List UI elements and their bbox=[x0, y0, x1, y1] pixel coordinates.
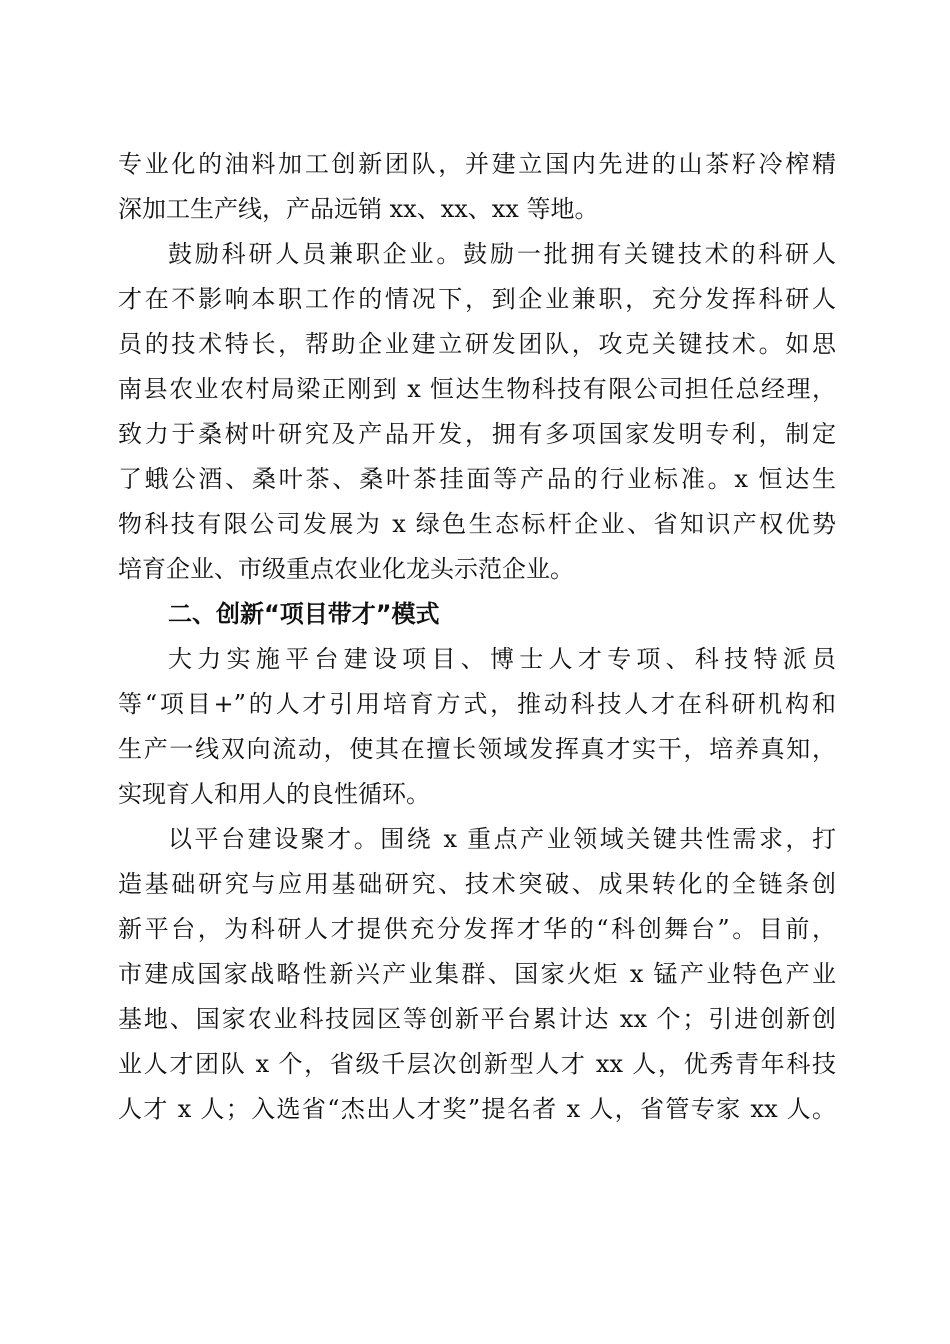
body-line: 物科技有限公司发展为 x 绿色生态标杆企业、省知识产权优势 bbox=[118, 510, 836, 538]
body-line: 业人才团队 x 个，省级千层次创新型人才 xx 人，优秀青年科技 bbox=[118, 1050, 836, 1078]
body-line: 专业化的油料加工创新团队，并建立国内先进的山茶籽冷榨精 bbox=[118, 150, 836, 178]
body-line: 基地、国家农业科技园区等创新平台累计达 xx 个；引进创新创 bbox=[118, 1005, 836, 1033]
section-heading: 二、创新“项目带才”模式 bbox=[168, 600, 440, 628]
body-line: 新平台，为科研人才提供充分发挥才华的“科创舞台”。目前， bbox=[118, 915, 836, 943]
document-body bbox=[118, 142, 836, 1132]
paragraph-first-line: 以平台建设聚才。围绕 x 重点产业领域关键共性需求，打 bbox=[168, 825, 836, 853]
body-line: 造基础研究与应用基础研究、技术突破、成果转化的全链条创 bbox=[118, 870, 836, 898]
body-line: 实现育人和用人的良性循环。 bbox=[118, 780, 430, 808]
body-line: 才在不影响本职工作的情况下，到企业兼职，充分发挥科研人 bbox=[118, 285, 836, 313]
body-line: 人才 x 人；入选省“杰出人才奖”提名者 x 人，省管专家 xx 人。 bbox=[118, 1095, 836, 1123]
paragraph-first-line: 大力实施平台建设项目、博士人才专项、科技特派员 bbox=[168, 645, 836, 673]
body-line: 致力于桑树叶研究及产品开发，拥有多项国家发明专利，制定 bbox=[118, 420, 836, 448]
body-line: 市建成国家战略性新兴产业集群、国家火炬 x 锰产业特色产业 bbox=[118, 960, 836, 988]
paragraph-first-line: 鼓励科研人员兼职企业。鼓励一批拥有关键技术的科研人 bbox=[168, 240, 836, 268]
body-line: 培育企业、市级重点农业化龙头示范企业。 bbox=[118, 555, 574, 583]
body-line: 了蛾公酒、桑叶茶、桑叶茶挂面等产品的行业标准。x 恒达生 bbox=[118, 465, 836, 493]
body-line: 南县农业农村局梁正刚到 x 恒达生物科技有限公司担任总经理， bbox=[118, 375, 836, 403]
body-line: 等“项目+”的人才引用培育方式，推动科技人才在科研机构和 bbox=[118, 690, 836, 718]
body-line: 深加工生产线，产品远销 xx、xx、xx 等地。 bbox=[118, 195, 599, 223]
body-line: 生产一线双向流动，使其在擅长领域发挥真才实干，培养真知， bbox=[118, 735, 836, 763]
body-line: 员的技术特长，帮助企业建立研发团队，攻克关键技术。如思 bbox=[118, 330, 836, 358]
